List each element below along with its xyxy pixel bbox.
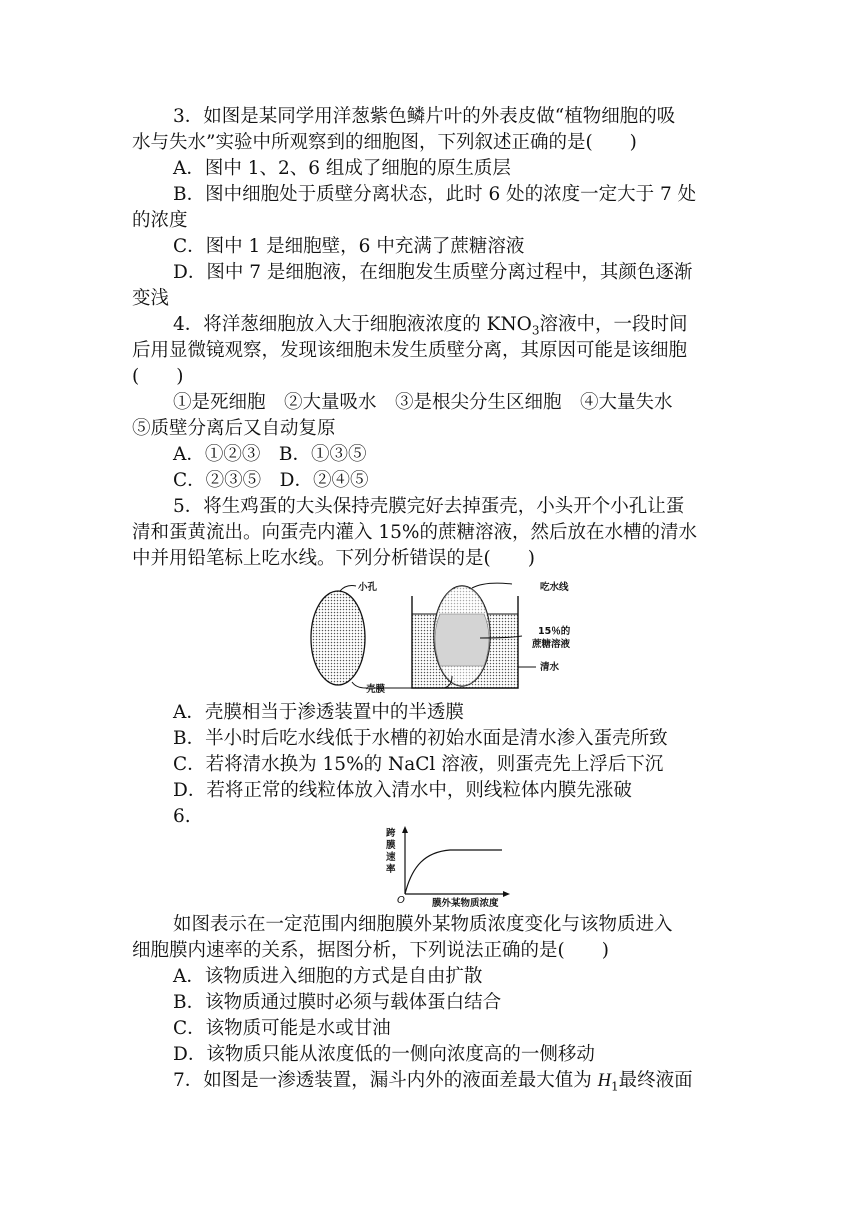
q3-option-d-line-1: D．图中 7 是细胞液，在细胞发生质壁分离过程中，其颜色逐渐	[173, 262, 693, 283]
waterline-leader-line	[472, 583, 512, 588]
q3-option-c: C．图中 1 是细胞壁，6 中充满了蔗糖溶液	[173, 236, 525, 257]
graph-xlabel: 膜外某物质浓度	[432, 898, 499, 909]
q4-stem-part-b: 溶液中，一段时间	[539, 314, 688, 335]
egg-standalone	[311, 591, 365, 685]
q6-stem-line-1: 如图表示在一定范围内细胞膜外某物质浓度变化与该物质进入	[173, 914, 673, 935]
question-3	[132, 104, 732, 312]
q6-option-a: A．该物质进入细胞的方式是自由扩散	[173, 966, 483, 987]
q5-option-c: C．若将清水换为 15%的 NaCl 溶液，则蛋壳先上浮后下沉	[173, 754, 664, 775]
q3-stem-line-2: 水与失水”实验中所观察到的细胞图，下列叙述正确的是( )	[132, 132, 637, 153]
q4-options-ab: A．①②③ B．①③⑤	[173, 444, 367, 465]
hole-leader-line	[340, 586, 356, 591]
q7-variable-h: H	[597, 1071, 612, 1091]
q3-option-a: A．图中 1、2、6 组成了细胞的原生质层	[173, 158, 511, 179]
q5-option-a: A．壳膜相当于渗透装置中的半透膜	[173, 702, 464, 723]
q5-stem-line-2: 清和蛋黄流出。向蛋壳内灌入 15%的蔗糖溶液，然后放在水槽的清水	[132, 522, 698, 543]
q5-stem-line-3: 中并用铅笔标上吃水线。下列分析错误的是( )	[132, 548, 535, 569]
q4-stem-line-2: 后用显微镜观察，发现该细胞未发生质壁分离，其原因可能是该细胞	[132, 340, 688, 361]
graph-ylabel-1: 跨	[386, 828, 396, 839]
q4-options-cd: C．②③⑤ D．②④⑤	[173, 470, 369, 491]
q6-stem-line-2: 细胞膜内速率的关系，据图分析，下列说法正确的是( )	[132, 940, 609, 961]
q6-number: 6.	[173, 806, 191, 827]
q5-option-b: B．半小时后吃水线低于水槽的初始水面是清水渗入蛋壳所致	[173, 728, 668, 749]
graph-x-arrow	[503, 891, 510, 897]
label-waterline: 吃水线	[540, 582, 569, 593]
question-5-options	[132, 700, 732, 830]
question-6	[132, 912, 732, 1094]
q5-stem-line-1: 5．将生鸡蛋的大头保持壳膜完好去掉蛋壳，小头开个小孔让蛋	[173, 496, 685, 517]
q3-option-d-line-2: 变浅	[132, 288, 170, 309]
label-membrane: 壳膜	[366, 684, 386, 695]
q7-stem-part-a: 7．如图是一渗透装置，漏斗内外的液面差最大值为	[173, 1070, 598, 1091]
q6-option-b: B．该物质通过膜时必须与载体蛋白结合	[173, 992, 502, 1013]
q4-stem-line-1	[132, 312, 732, 338]
q7-stem-part-b: 最终液面	[618, 1070, 693, 1091]
q5-option-d: D．若将正常的线粒体放入清水中，则线粒体内膜先涨破	[173, 780, 632, 801]
label-water: 清水	[540, 662, 560, 673]
label-solution-line-2: 蔗糖溶液	[532, 639, 571, 650]
q4-stem-subscript: 3	[531, 323, 540, 338]
q3-option-b-line-2: 的浓度	[132, 210, 188, 231]
q6-option-c: C．该物质可能是水或甘油	[173, 1018, 391, 1039]
graph-ylabel-3: 速	[386, 852, 396, 863]
graph-origin: O	[397, 895, 405, 906]
label-hole: 小孔	[358, 582, 378, 593]
egg-osmosis-figure	[300, 578, 600, 696]
q3-stem-line-1: 3．如图是某同学用洋葱紫色鳞片叶的外表皮做“植物细胞的吸	[173, 106, 676, 127]
graph-y-arrow	[402, 826, 408, 833]
label-solution-line-1: 15％的	[538, 626, 571, 637]
transport-rate-graph	[370, 824, 530, 910]
q4-stem-part-a: 4．将洋葱细胞放入大于细胞液浓度的 KNO	[173, 314, 532, 335]
question-4	[132, 312, 732, 494]
graph-ylabel-2: 膜	[386, 840, 396, 851]
q4-items-line-2: ⑤质壁分离后又自动复原	[132, 418, 336, 439]
graph-ylabel-4: 率	[386, 864, 396, 875]
q3-option-b-line-1: B．图中细胞处于质壁分离状态，此时 6 处的浓度一定大于 7 处	[173, 184, 697, 205]
q7-variable-subscript: 1	[611, 1079, 619, 1094]
q4-stem-line-3: ( )	[132, 366, 184, 387]
q7-stem-line-1	[132, 1068, 732, 1094]
graph-rate-curve	[405, 850, 502, 894]
q4-items-line-1: ①是死细胞 ②大量吸水 ③是根尖分生区细胞 ④大量失水	[173, 392, 673, 413]
q6-option-d: D．该物质只能从浓度低的一侧向浓度高的一侧移动	[173, 1044, 595, 1065]
question-5-stem	[132, 494, 732, 572]
sucrose-solution-in-egg	[435, 614, 489, 666]
